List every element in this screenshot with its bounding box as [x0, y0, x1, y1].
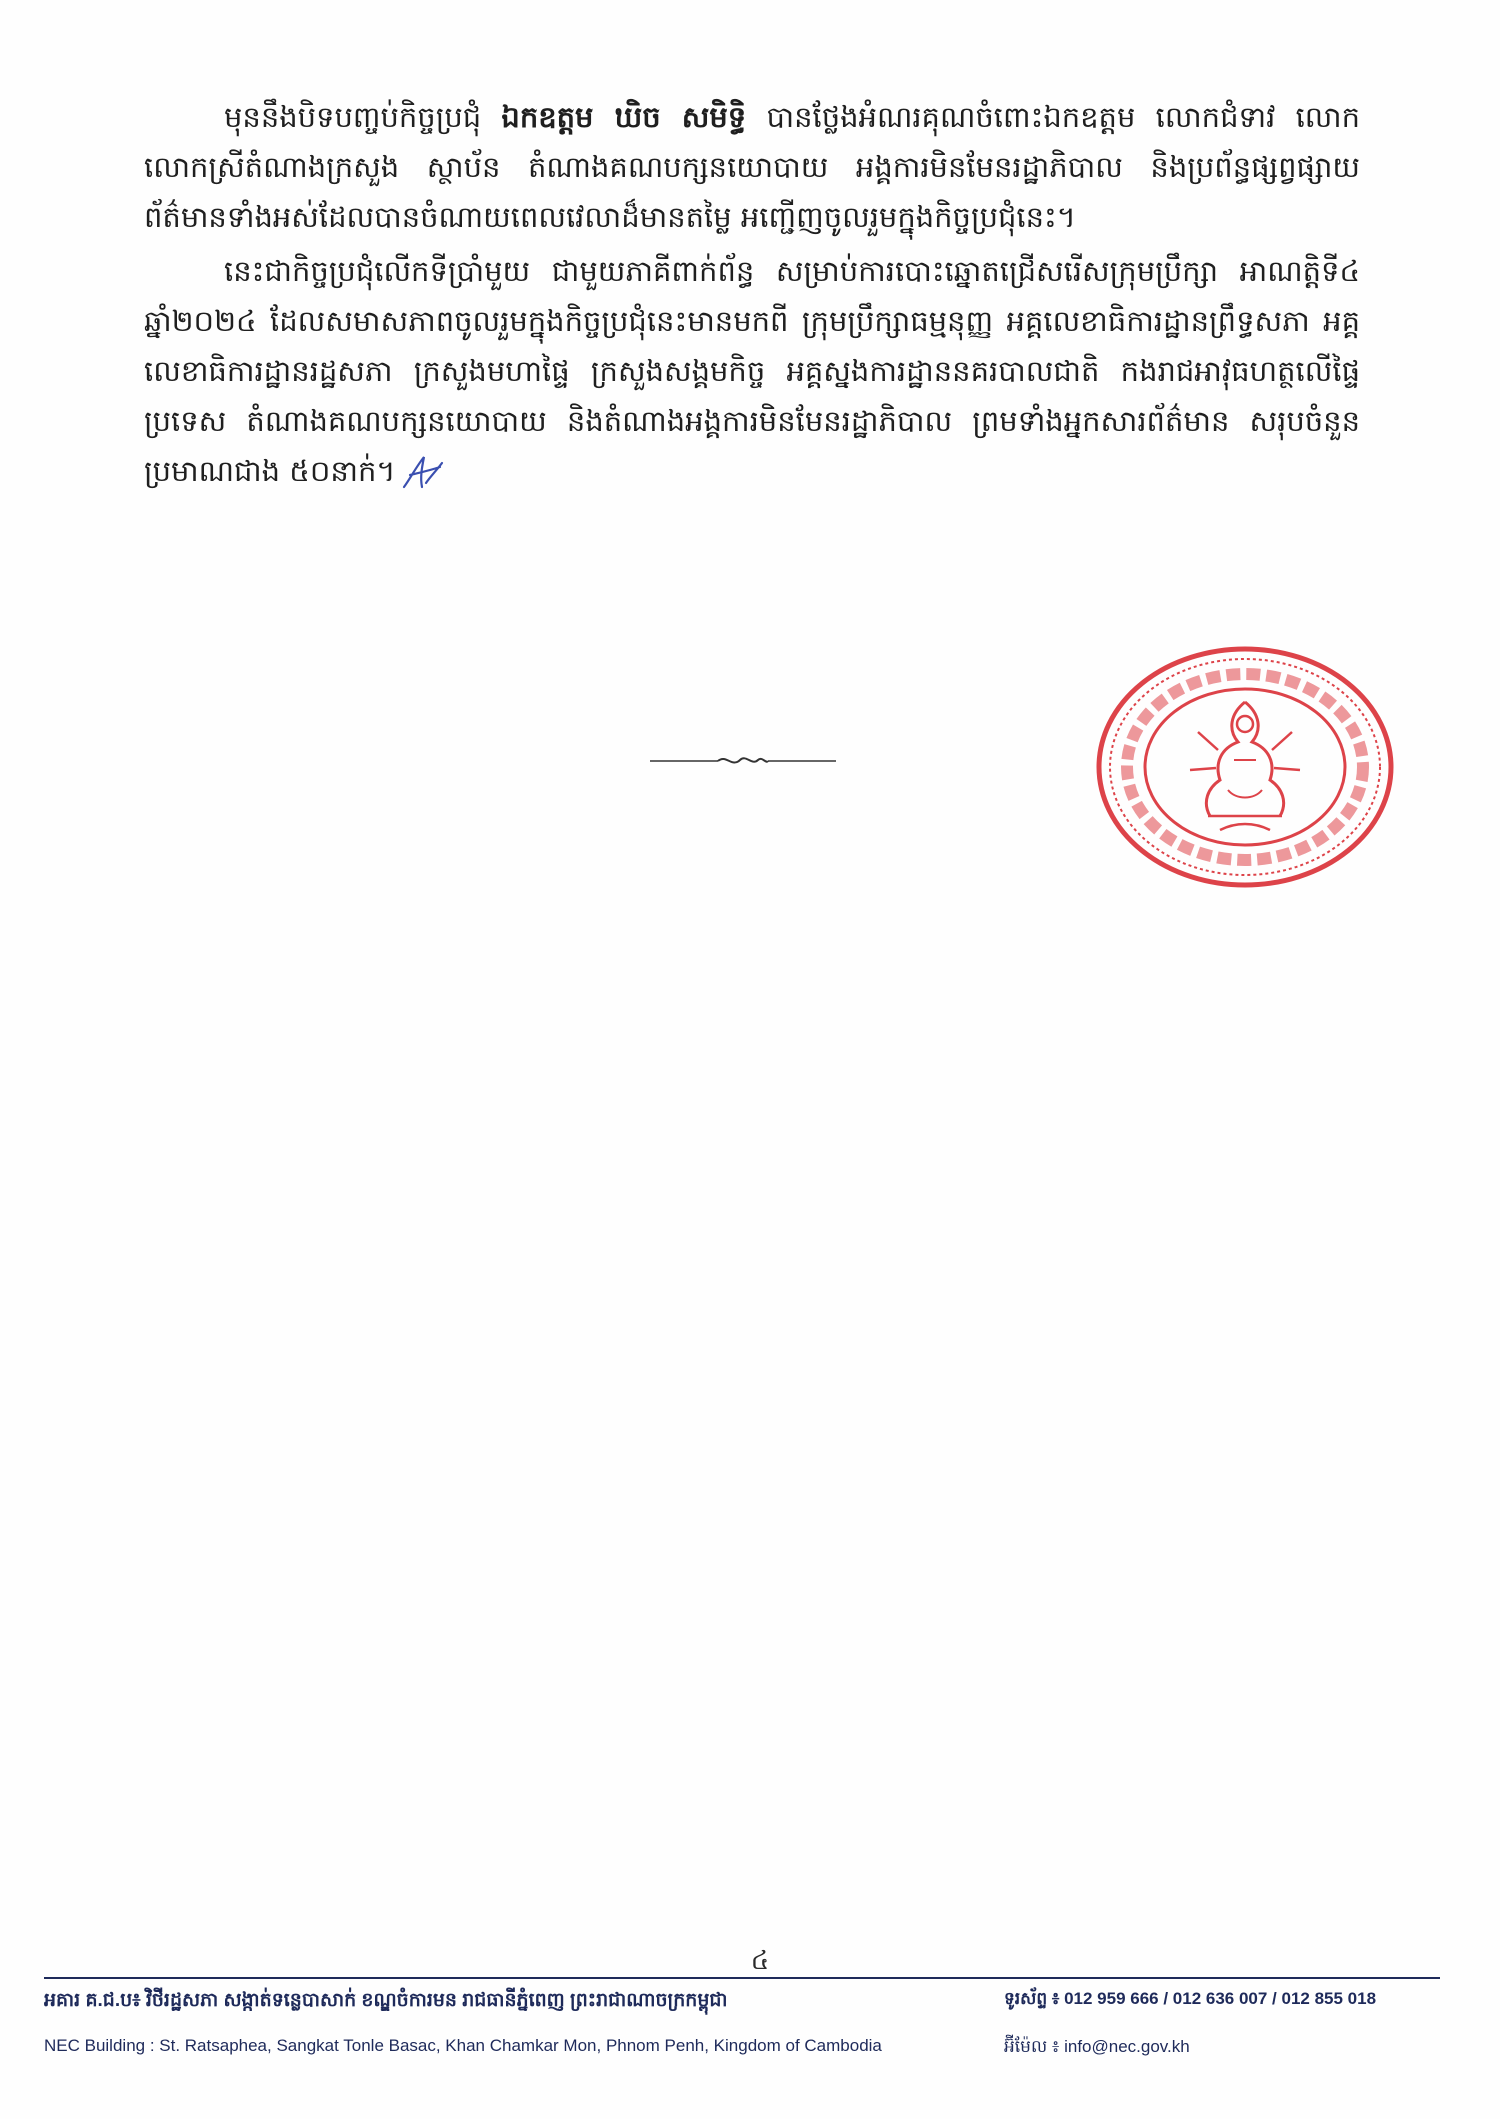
paragraph-meeting-info	[144, 246, 1360, 496]
footer-address-khmer: អគារ គ.ជ.ប៖ វិថីរដ្ឋសភា សង្កាត់ទន្លេបាសាក់ ខណ្ឌចំការមន រាជធានីភ្នំពេញ ព្រះរាជាណាចក្រកម្ពុជា	[44, 1990, 728, 2011]
footer-phone-label: ទូរស័ព្ទ	[1004, 1989, 1048, 2008]
footer-divider	[44, 1977, 1440, 1979]
body-text	[144, 92, 1360, 496]
footer-phone: ទូរស័ព្ទ ៖ 012 959 666 / 012 636 007 / 012 855 018	[1004, 1989, 1377, 2008]
footer-email-label: អ៊ីម៉ែល	[1004, 2037, 1048, 2056]
paragraph-1-lead: មុននឹងបិទបញ្ចប់កិច្ចប្រជុំ	[224, 100, 502, 134]
paragraph-2-text: នេះជាកិច្ចប្រជុំលើកទីប្រាំមួយ ជាមួយភាគីពាក់ព័ន្ធ សម្រាប់ការបោះឆ្នោតជ្រើសរើសក្រុមប្រឹក្សា អាណត្តិទី៤ ឆ្នាំ២០២៤ ដែលសមាសភាពចូលរួមក្នុងកិច្ចប្រជុំនេះមានមកពី ក្រុមប្រឹក្សាធម្មនុញ្ញ អគ្គលេខាធិការដ្ឋានព្រឹទ្ធសភា អគ្គលេខាធិការដ្ឋានរដ្ឋសភា ក្រសួងមហាផ្ទៃ ក្រសួងសង្គមកិច្ច អគ្គស្នងការដ្ឋាននគរបាលជាតិ កងរាជអាវុធហត្ថលើផ្ទៃប្រទេស តំណាងគណបក្សនយោបាយ និងតំណាងអង្គការមិនមែនរដ្ឋាភិបាល ព្រមទាំងអ្នកសារព័ត៌មាន សរុបចំនួនប្រមាណជាង ៥០នាក់។	[144, 254, 1360, 488]
footer-email: អ៊ីម៉ែល ៖ info@nec.gov.kh	[1004, 2037, 1190, 2056]
page-number: ៤	[750, 1946, 770, 1976]
official-seal-icon	[1090, 640, 1400, 894]
handwritten-initial-icon	[400, 453, 444, 493]
speaker-name: ឯកឧត្តម ឃិច សមិទ្ធិ	[501, 100, 747, 134]
footer-address-english: NEC Building : St. Ratsaphea, Sangkat Tonle Basac, Khan Chamkar Mon, Phnom Penh, Kingdom of Cambodia	[44, 2036, 882, 2055]
paragraph-1-rest: បានថ្លែងអំណរគុណចំពោះឯកឧត្តម លោកជំទាវ លោក លោកស្រីតំណាងក្រសួង ស្ថាប័ន តំណាងគណបក្សនយោបាយ អង្គការមិនមែនរដ្ឋាភិបាល និងប្រព័ន្ធផ្សព្វផ្សាយព័ត៌មានទាំងអស់ដែលបានចំណាយពេលវេលាដ៏មានតម្លៃ អញ្ជើញចូលរួមក្នុងកិច្ចប្រជុំនេះ។	[144, 100, 1360, 234]
paragraph-closing-remarks	[144, 92, 1360, 242]
ornamental-divider-icon	[648, 748, 838, 772]
footer-phone-numbers: 012 959 666 / 012 636 007 / 012 855 018	[1064, 1989, 1377, 2008]
footer-email-address[interactable]: info@nec.gov.kh	[1064, 2037, 1190, 2056]
